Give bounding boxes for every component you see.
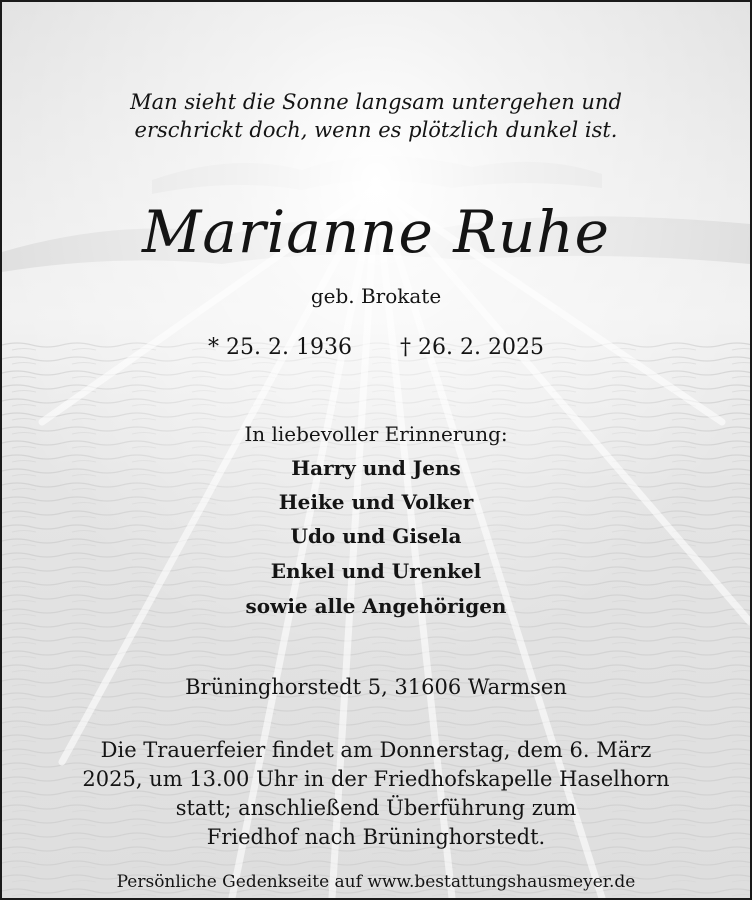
life-dates: [2, 335, 750, 360]
address: Brüninghorstedt 5, 31606 Warmsen: [185, 675, 567, 699]
memory-intro: In liebevoller Erinnerung:: [244, 422, 508, 446]
quote-line-1: Man sieht die Sonne langsam untergehen und: [130, 90, 622, 114]
birth-name: geb. Brokate: [310, 284, 442, 308]
birth-date: * 25. 2. 1936: [208, 335, 352, 360]
funeral-line-4: Friedhof nach Brüninghorstedt.: [206, 825, 546, 849]
mourner-1: Harry und Jens: [291, 456, 461, 480]
mourner-3: Udo und Gisela: [290, 524, 462, 548]
death-date: † 26. 2. 2025: [400, 335, 544, 360]
mourner-5: sowie alle Angehörigen: [245, 594, 507, 618]
memorial-page-link: Persönliche Gedenkseite auf www.bestattungshausmeyer.de: [116, 872, 636, 892]
funeral-line-1: Die Trauerfeier findet am Donnerstag, dem 6. März: [100, 738, 652, 762]
obituary-text: [2, 2, 750, 898]
mourner-4: Enkel und Urenkel: [270, 559, 482, 583]
funeral-line-3: statt; anschließend Überführung zum: [175, 796, 577, 820]
mourner-2: Heike und Volker: [278, 490, 474, 514]
quote-line-2: erschrickt doch, wenn es plötzlich dunkel ist.: [134, 118, 618, 142]
funeral-line-2: 2025, um 13.00 Uhr in der Friedhofskapelle Haselhorn: [82, 767, 670, 791]
deceased-name: Marianne Ruhe: [142, 198, 610, 266]
